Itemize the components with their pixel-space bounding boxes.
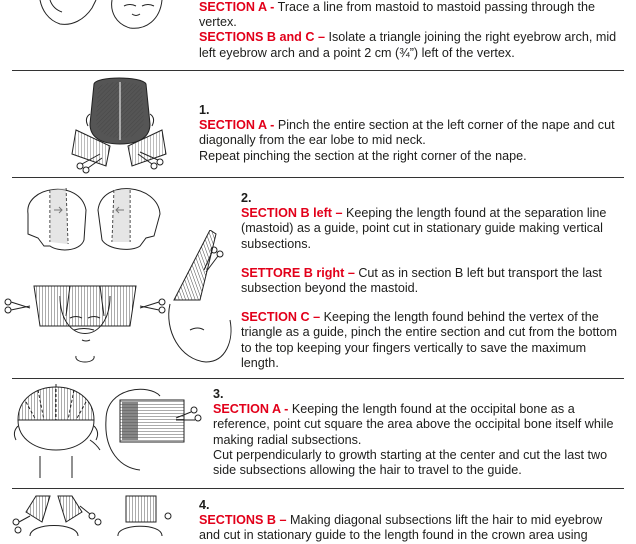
sections-bc-text: Isolate a triangle joining the right eyebrow arch, mid left eyebrow arch and a point 2 cm (¾”) left of the vertex. (199, 30, 617, 60)
divider (12, 177, 624, 178)
sections-bc-label: SECTIONS B and C – (199, 30, 325, 45)
step4-section-label: SECTIONS B – (199, 513, 287, 528)
step3-number: 3. (213, 387, 224, 401)
step2-section-c-label: SECTION C – (241, 310, 321, 325)
divider (12, 70, 624, 71)
step2-section-c-text: Keeping the length found behind the vertex of the triangle as a guide, pinch the entire section and cut from the bottom to the top keeping your fingers vertically to save the maximum length. (241, 310, 617, 370)
step2-number: 2. (241, 191, 252, 205)
section-a-label: SECTION A - (199, 0, 275, 14)
step2-head-profiles-illustration (10, 180, 170, 256)
step4-instruction: Making diagonal subsections lift the hair to mid eyebrow and cut in stationary guide to the length found in the crown area using (199, 513, 603, 543)
step2-side-pinch-illustration (160, 230, 240, 372)
step3-crown-cut-illustration (10, 380, 206, 480)
step4-text (199, 498, 619, 544)
step4-diagonal-sections-illustration (6, 492, 176, 536)
step1-instruction: Pinch the entire section at the left corner of the nape and cut diagonally from the ear lobe to mid neck. (199, 118, 615, 148)
step1-nape-cut-illustration (66, 74, 172, 174)
step0-illustration (0, 0, 170, 32)
step0-text (199, 0, 619, 61)
step2-front-face-illustration (0, 256, 170, 370)
step1-text (199, 103, 619, 164)
step3-text (213, 387, 628, 478)
step1-number: 1. (199, 103, 210, 117)
step4-number: 4. (199, 498, 210, 512)
step2-section-b-left-label: SECTION B left – (241, 206, 343, 221)
step1-section-label: SECTION A - (199, 118, 275, 133)
step3-instruction-2: Cut perpendicularly to growth starting at the center and cut the last two side subsections allowing the hair to travel to the guide. (213, 447, 608, 478)
divider (12, 488, 624, 489)
step2-section-b-left-text: Keeping the length found at the separation line (mastoid) as a guide, point cut in stationary guide making vertical subsections. (241, 206, 607, 251)
section-a-text: Trace a line from mastoid to mastoid passing through the vertex. (199, 0, 595, 30)
step2-text (241, 191, 626, 371)
step3-instruction: Keeping the length found at the occipital bone as a reference, point cut square the area above the occipital bone itself while making radial subsections. (213, 402, 614, 447)
step3-section-label: SECTION A - (213, 402, 289, 417)
step2-section-b-right-label: SETTORE B right – (241, 265, 355, 280)
step2-section-b-right-text: Cut as in section B left but transport the last subsection beyond the mastoid. (241, 265, 602, 296)
divider (12, 378, 624, 379)
step1-instruction-2: Repeat pinching the section at the right corner of the nape. (199, 148, 527, 163)
